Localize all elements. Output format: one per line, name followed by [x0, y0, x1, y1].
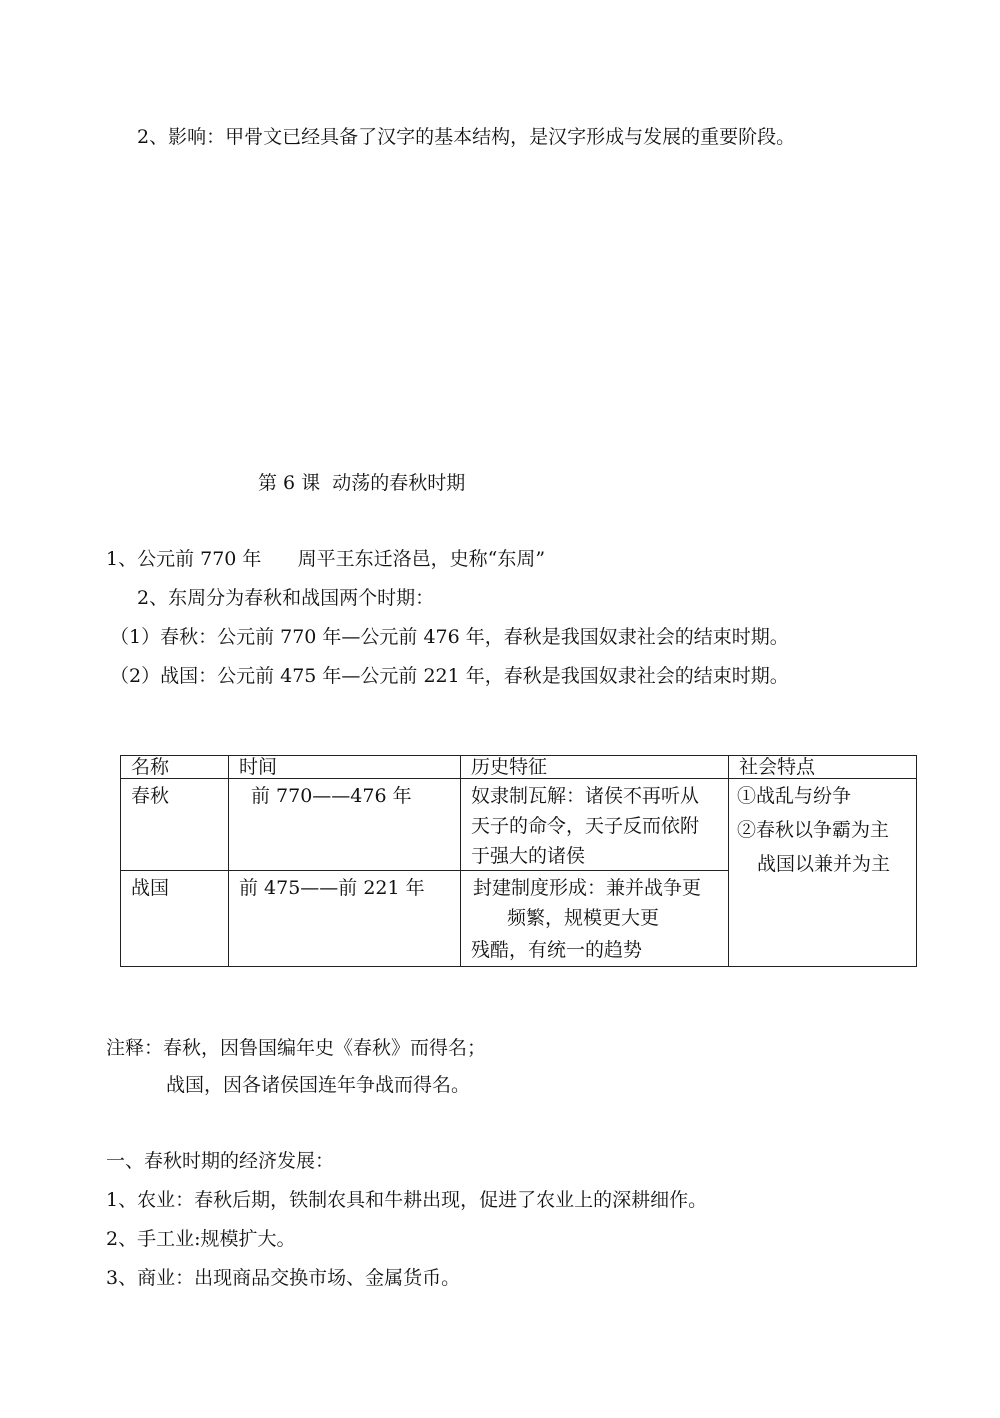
social-trait: ②春秋以争霸为主 [737, 819, 890, 841]
economy-item-2: 2、手工业:规模扩大。 [106, 1228, 296, 1250]
row-name-cell [121, 779, 229, 871]
header-name: 名称 [121, 756, 229, 779]
row-features-cell [461, 871, 729, 967]
row-name: 春秋 [131, 785, 170, 807]
social-trait: 战国以兼并为主 [757, 853, 891, 875]
header-time: 时间 [229, 756, 461, 779]
row-name: 战国 [131, 877, 170, 899]
feature-line: 天子的命令，天子反而依附 [471, 815, 700, 837]
lesson-point-4: （2）战国：公元前 475 年—公元前 221 年，春秋是我国奴隶社会的结束时期。 [110, 665, 789, 687]
note-line-2: 战国，因各诸侯国连年争战而得名。 [166, 1074, 471, 1096]
economy-heading: 一、春秋时期的经济发展： [106, 1150, 335, 1172]
row-name-cell [121, 871, 229, 967]
feature-line: 残酷，有统一的趋势 [471, 939, 643, 961]
social-trait: ①战乱与纷争 [737, 785, 852, 807]
header-features: 历史特征 [461, 756, 729, 779]
feature-line: 于强大的诸侯 [471, 845, 586, 867]
row-time: 前 475——前 221 年 [239, 877, 425, 899]
note-line-1: 注释：春秋，因鲁国编年史《春秋》而得名； [106, 1037, 487, 1059]
comparison-table [120, 755, 917, 967]
row-time: 前 770——476 年 [251, 785, 412, 807]
table-header-row [121, 756, 917, 779]
feature-line: 频繁，规模更大更 [507, 907, 660, 929]
row-time-cell [229, 779, 461, 871]
era-comparison-table [120, 755, 916, 967]
lesson-title: 第 6 课 动荡的春秋时期 [258, 472, 466, 494]
row-features-cell [461, 779, 729, 871]
lesson-point-2: 2、东周分为春秋和战国两个时期： [137, 587, 435, 609]
feature-line: 奴隶制瓦解：诸侯不再听从 [471, 785, 700, 807]
lesson-point-1: 1、公元前 770 年 周平王东迁洛邑，史称“东周” [106, 548, 546, 570]
social-traits-cell [729, 779, 917, 967]
table-row [121, 779, 917, 871]
economy-item-1: 1、农业：春秋后期，铁制农具和牛耕出现，促进了农业上的深耕细作。 [106, 1189, 708, 1211]
header-social: 社会特点 [729, 756, 917, 779]
row-time-cell [229, 871, 461, 967]
economy-item-3: 3、商业：出现商品交换市场、金属货币。 [106, 1267, 461, 1289]
feature-line: 封建制度形成：兼并战争更 [473, 877, 702, 899]
influence-line: 2、影响：甲骨文已经具备了汉字的基本结构，是汉字形成与发展的重要阶段。 [137, 126, 796, 148]
lesson-point-3: （1）春秋：公元前 770 年—公元前 476 年，春秋是我国奴隶社会的结束时期。 [110, 626, 789, 648]
